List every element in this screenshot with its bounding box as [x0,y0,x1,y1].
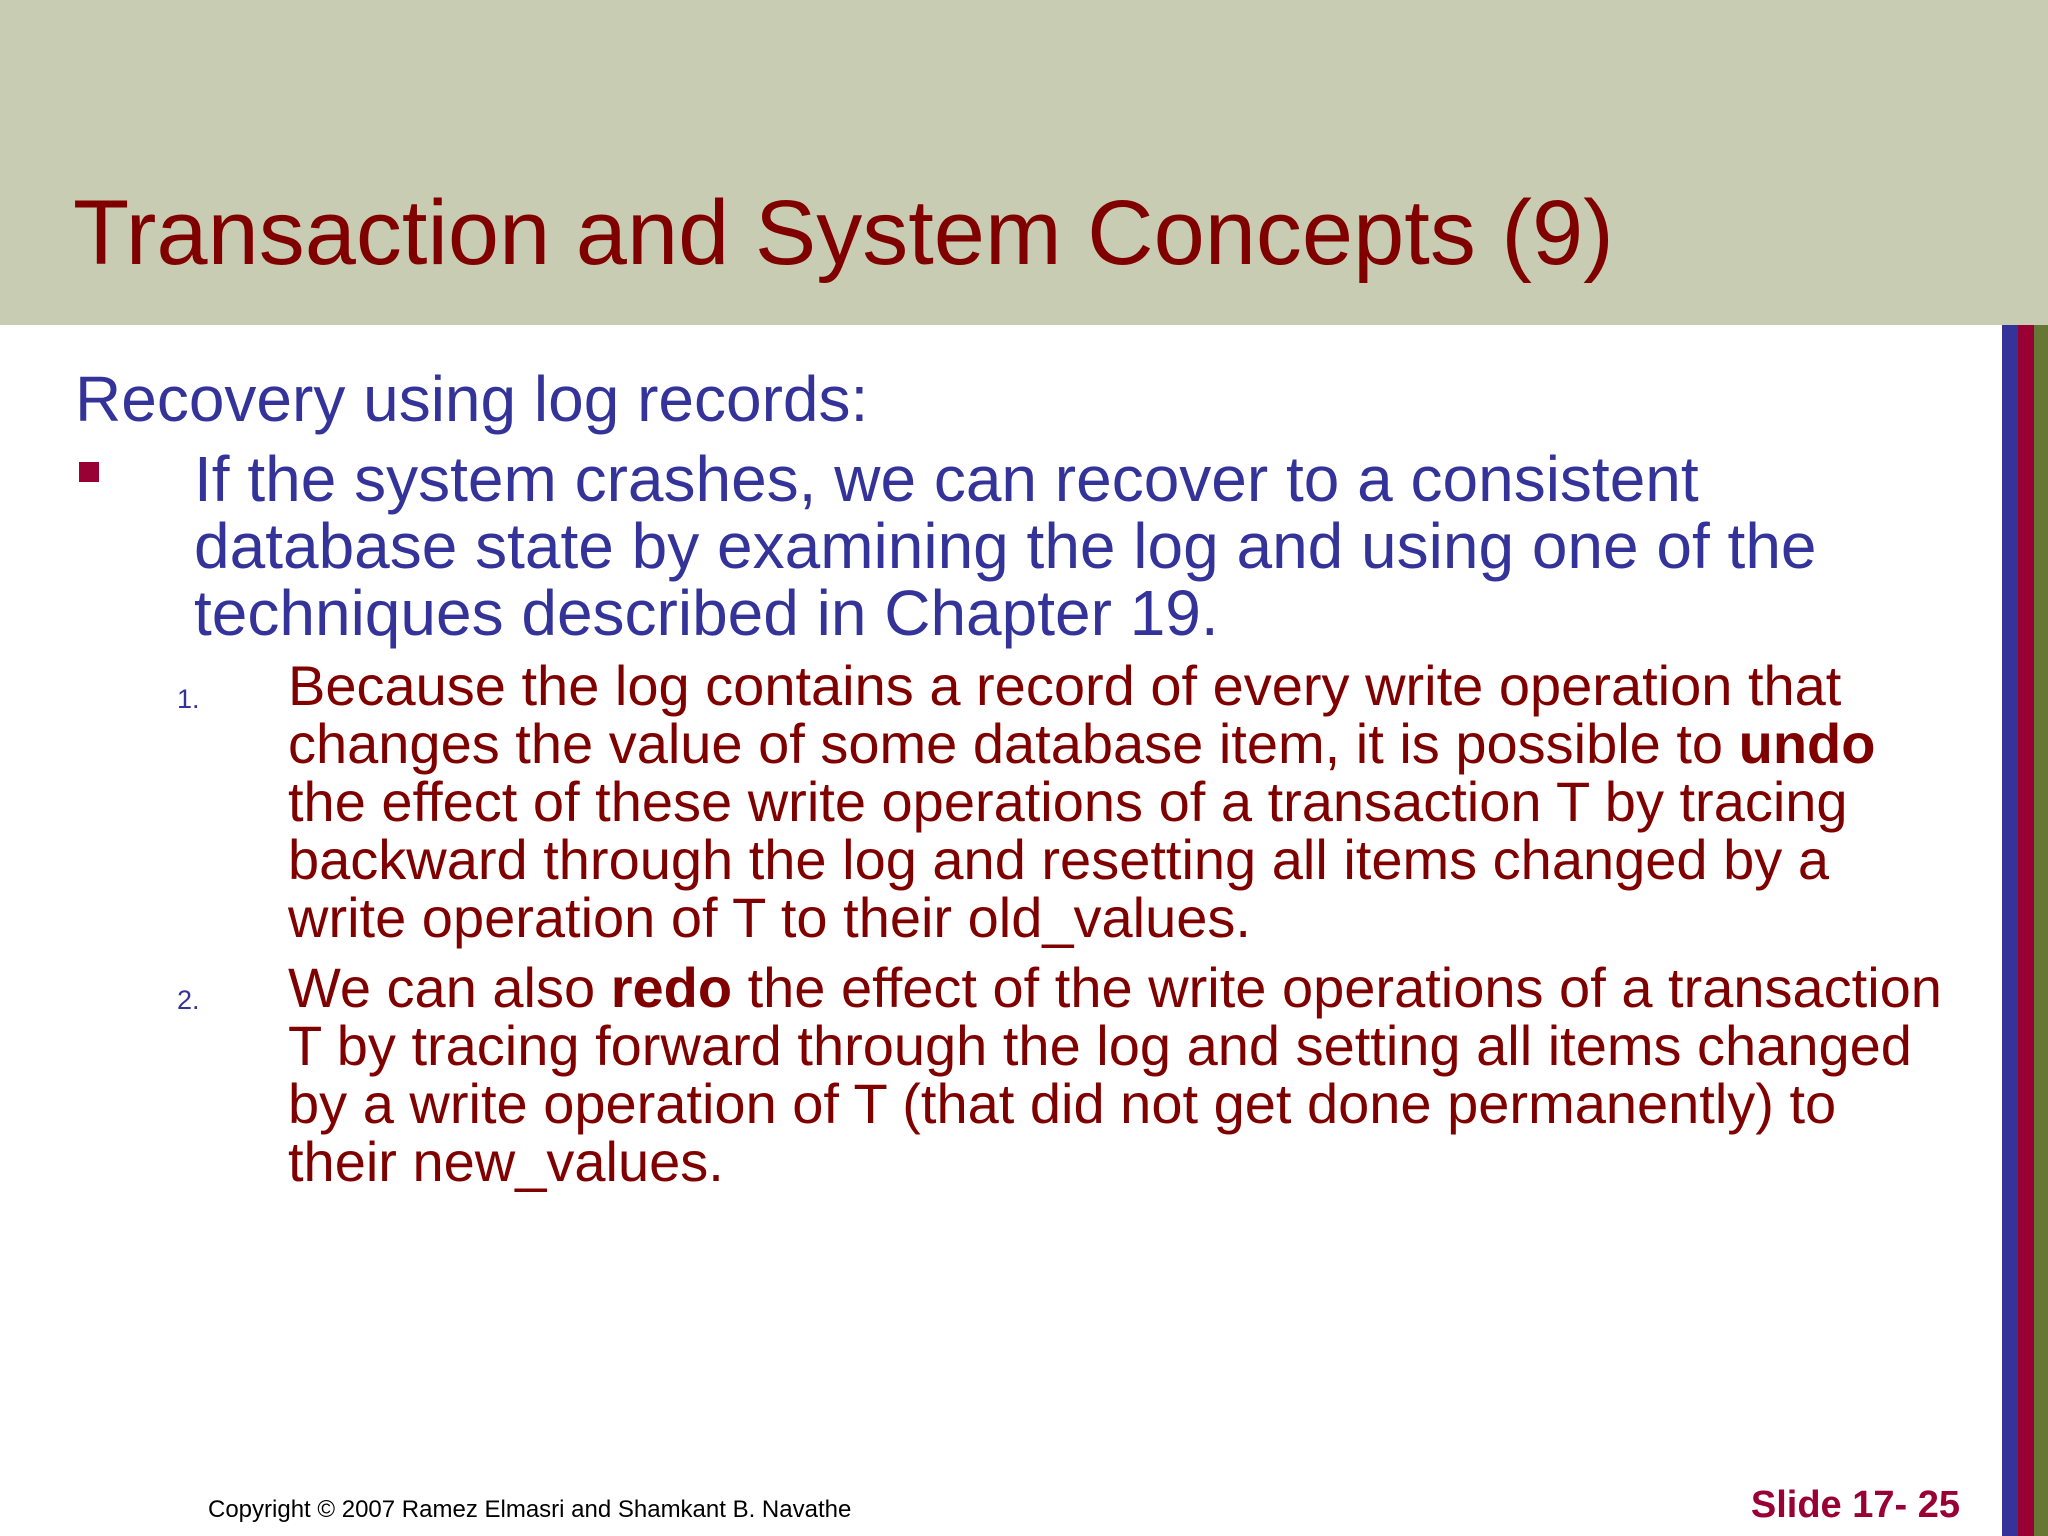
square-bullet-icon [79,462,99,482]
bullet-paragraph: If the system crashes, we can recover to a consistent database state by examining the log and using one of the techniques described in Chapter 19. [194,443,1817,649]
item-2-text-after: the effect of the write operations of a transaction T by tracing forward through the log and setting all items changed by a write operation of T (that did not get done permanently) to their new_values. [288,956,1942,1193]
item-number-2: 2. [177,985,200,1015]
slide-title: Transaction and System Concepts (9) [73,182,1614,284]
item-1-text-before: Because the log contains a record of every write operation that changes the value of some database item, it is possible to [288,654,1842,775]
item-1-text-after: the effect of these write operations of a transaction T by tracing backward through the log and resetting all items changed by a write operation of T to their old_values. [288,770,1848,949]
stripe-green [2034,325,2048,1536]
numbered-item-2 [288,956,1948,1193]
item-2-text-before: We can also [288,956,611,1019]
numbered-item-1 [288,654,1948,949]
stripe-blue [2002,325,2018,1536]
copyright-notice: Copyright © 2007 Ramez Elmasri and Shamkant B. Navathe [208,1496,852,1523]
slide-number: Slide 17- 25 [1750,1484,1960,1526]
stripe-red [2018,325,2034,1536]
item-1-bold: undo [1738,712,1876,775]
item-number-1: 1. [177,684,200,714]
item-2-bold: redo [610,956,733,1019]
slide-heading: Recovery using log records: [75,363,869,435]
